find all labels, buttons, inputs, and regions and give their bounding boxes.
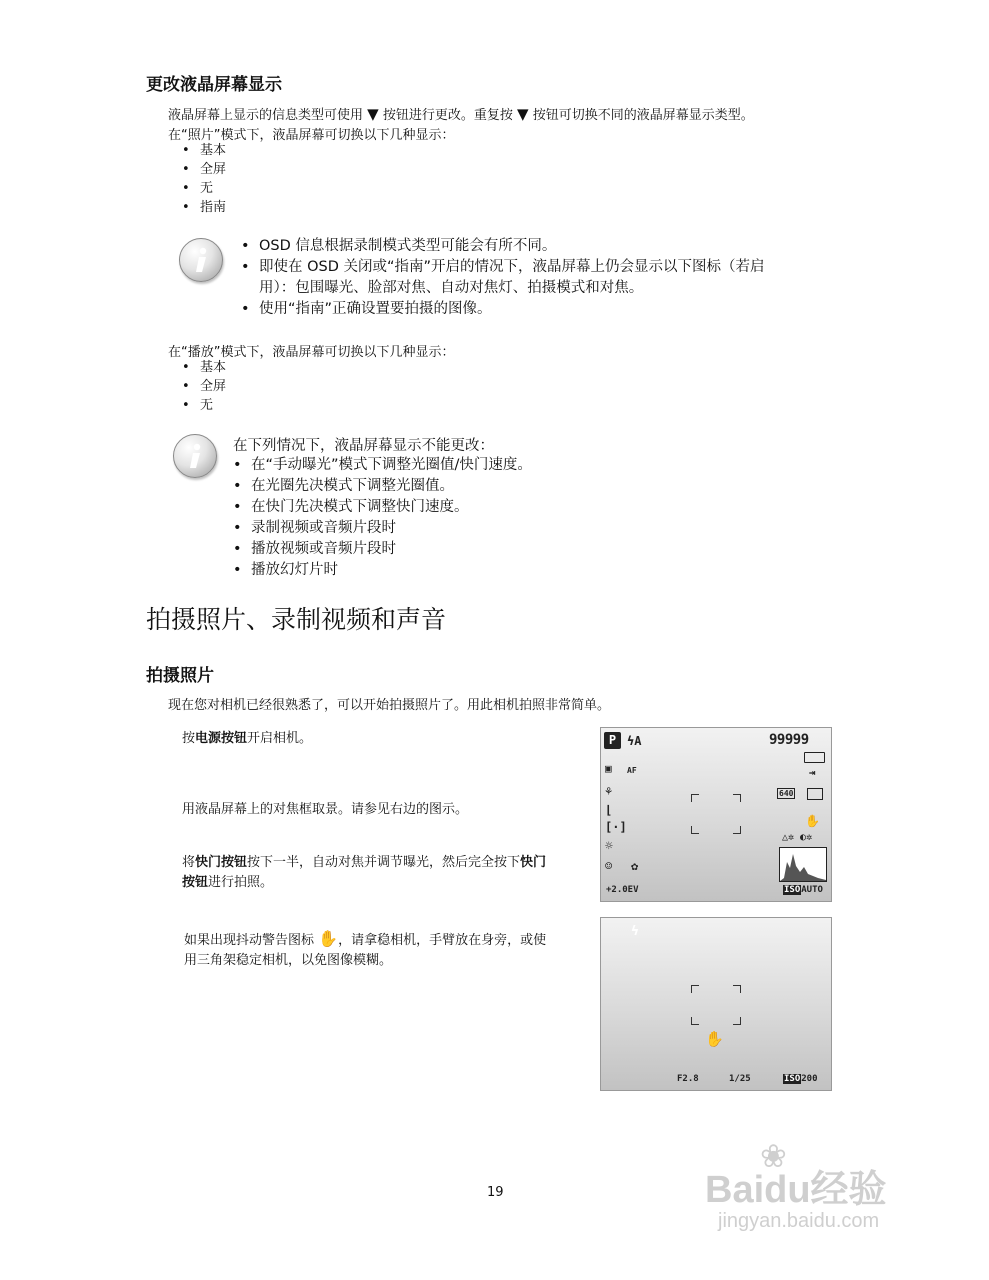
focus-frame-corner bbox=[733, 826, 741, 834]
histogram-graph bbox=[780, 848, 826, 881]
focus-frame-corner bbox=[691, 1017, 699, 1025]
step-text: 如果出现抖动警告图标 bbox=[184, 933, 315, 948]
step-power-on bbox=[182, 729, 312, 749]
list-item: • 无 bbox=[182, 396, 226, 415]
flash-auto-icon: ϟA bbox=[627, 734, 642, 748]
shutter-button-label: 快门按钮 bbox=[195, 855, 248, 870]
list-item: • 播放视频或音频片段时 bbox=[233, 539, 532, 560]
iso-badge: ISO bbox=[784, 885, 801, 895]
battery-icon bbox=[804, 752, 825, 763]
intro-text-b: 按钮进行更改。重复按 bbox=[382, 108, 513, 123]
list-item: • 基本 bbox=[182, 141, 226, 160]
scene-icon: ⚘ bbox=[605, 784, 613, 798]
list-item: • 在“手动曝光”模式下调整光圈值/快门速度。 bbox=[233, 455, 532, 476]
contrast-icon: △✲ ◐✲ bbox=[782, 832, 813, 843]
list-item: • 在快门先决模式下调整快门速度。 bbox=[233, 497, 532, 518]
note1-list bbox=[241, 236, 851, 320]
down-triangle-icon: ▼ bbox=[367, 105, 379, 123]
button-label: 按钮 bbox=[182, 875, 209, 890]
intro-text-a: 液晶屏幕上显示的信息类型可使用 bbox=[168, 108, 364, 123]
step-shake-warning bbox=[184, 929, 589, 971]
focus-frame-corner bbox=[691, 985, 699, 993]
list-item: • 基本 bbox=[182, 358, 226, 377]
intro-text-c: 按钮可切换不同的液晶屏幕显示类型。 bbox=[532, 108, 754, 123]
step-frame: 用液晶屏幕上的对焦框取景。请参见右边的图示。 bbox=[182, 802, 469, 817]
shake-warning-icon: ✋ bbox=[705, 1030, 724, 1048]
flash-icon: ϟ bbox=[631, 924, 639, 939]
list-item: • 无 bbox=[182, 179, 226, 198]
focus-frame-corner bbox=[691, 826, 699, 834]
page-number: 19 bbox=[487, 1185, 504, 1200]
exposure-compensation: +2.0EV bbox=[606, 885, 639, 895]
section-title-shooting: 拍摄照片、录制视频和声音 bbox=[146, 605, 447, 634]
playback-mode-list bbox=[182, 358, 226, 415]
list-item bbox=[241, 257, 851, 299]
list-item: • 全屏 bbox=[182, 377, 226, 396]
af-lamp-icon: AF bbox=[627, 766, 637, 775]
step-text: 将 bbox=[182, 855, 196, 870]
program-mode-icon: P bbox=[604, 732, 621, 749]
shake-hand-icon: ✋ bbox=[318, 929, 339, 948]
quality-icon bbox=[807, 788, 823, 800]
step-shutter bbox=[182, 853, 587, 893]
focus-frame-corner bbox=[733, 985, 741, 993]
shutter-speed: 1/25 bbox=[729, 1074, 751, 1084]
watermark-url: jingyan.baidu.com bbox=[718, 1210, 880, 1232]
list-item: • 录制视频或音频片段时 bbox=[233, 518, 532, 539]
power-button-label: 电源按钮 bbox=[195, 731, 248, 746]
focus-area-icon: [·] bbox=[605, 820, 627, 834]
resolution-icon: 640 bbox=[779, 789, 794, 798]
iso-text: 200 bbox=[801, 1074, 818, 1084]
photo-mode-list bbox=[182, 141, 226, 217]
list-item: • 在光圈先决模式下调整光圈值。 bbox=[233, 476, 532, 497]
list-item: • 播放幻灯片时 bbox=[233, 560, 532, 581]
metering-icon: ⌊ bbox=[605, 803, 613, 817]
watermark-brand: Baidu经验 bbox=[705, 1169, 887, 1211]
photo-mode-text: 在“照片”模式下，液晶屏幕可切换以下几种显示： bbox=[168, 128, 455, 143]
intro-paragraph bbox=[168, 104, 754, 123]
info-icon bbox=[179, 238, 223, 282]
step-text: ，请拿稳相机，手臂放在身旁，或使 bbox=[338, 933, 547, 948]
memory-icon: ⇥ bbox=[809, 766, 816, 779]
histogram bbox=[779, 847, 827, 882]
shots-remaining: 99999 bbox=[769, 732, 809, 748]
focus-frame-corner bbox=[733, 1017, 741, 1025]
subsection-title: 拍摄照片 bbox=[146, 666, 214, 686]
section-title-lcd-display: 更改液晶屏幕显示 bbox=[146, 75, 282, 95]
info-icon bbox=[173, 434, 217, 478]
face-detect-icon: ☺ bbox=[605, 859, 613, 873]
shooting-intro: 现在您对相机已经很熟悉了，可以开始拍摄照片了。用此相机拍照非常简单。 bbox=[168, 698, 611, 713]
note-line: 即使在 OSD 关闭或“指南”开启的情况下，液晶屏幕上仍会显示以下图标（若启 bbox=[259, 259, 765, 275]
step-text: 进行拍照。 bbox=[208, 875, 274, 890]
step-text: 按下一半，自动对焦并调节曝光，然后完全按下 bbox=[247, 855, 521, 870]
list-item: • OSD 信息根据录制模式类型可能会有所不同。 bbox=[241, 236, 851, 257]
step-text: 按 bbox=[182, 731, 196, 746]
step-text: 用三角架稳定相机，以免图像模糊。 bbox=[184, 953, 393, 968]
white-balance-icon: ☼ bbox=[605, 839, 613, 854]
note-line: 用）：包围曝光、脸部对焦、自动对焦灯、拍摄模式和对焦。 bbox=[259, 280, 644, 296]
shutter-label: 快门 bbox=[520, 855, 547, 870]
iso-badge: ISO bbox=[784, 1074, 801, 1084]
lcd-screen-osd bbox=[600, 727, 832, 902]
drive-mode-icon: ▣ bbox=[605, 762, 612, 775]
down-triangle-icon: ▼ bbox=[517, 105, 529, 123]
iso-text: AUTO bbox=[801, 885, 823, 895]
playback-mode-text: 在“播放”模式下，液晶屏幕可切换以下几种显示： bbox=[168, 345, 455, 360]
lcd-screen-shake bbox=[600, 917, 832, 1091]
iso-value bbox=[783, 1074, 818, 1084]
focus-frame-corner bbox=[733, 794, 741, 802]
focus-frame-corner bbox=[691, 794, 699, 802]
stabilizer-icon: ✋ bbox=[805, 814, 820, 828]
step-text: 开启相机。 bbox=[247, 731, 313, 746]
note2-list bbox=[233, 455, 532, 581]
list-item: • 使用“指南”正确设置要拍摄的图像。 bbox=[241, 299, 851, 320]
list-item: • 全屏 bbox=[182, 160, 226, 179]
aperture-value: F2.8 bbox=[677, 1074, 699, 1084]
list-item: • 指南 bbox=[182, 198, 226, 217]
paw-logo-icon: ❀ bbox=[760, 1137, 787, 1175]
iso-value bbox=[783, 885, 823, 895]
macro-icon: ✿ bbox=[631, 859, 639, 873]
note2-intro: 在下列情况下，液晶屏幕显示不能更改： bbox=[233, 438, 494, 454]
